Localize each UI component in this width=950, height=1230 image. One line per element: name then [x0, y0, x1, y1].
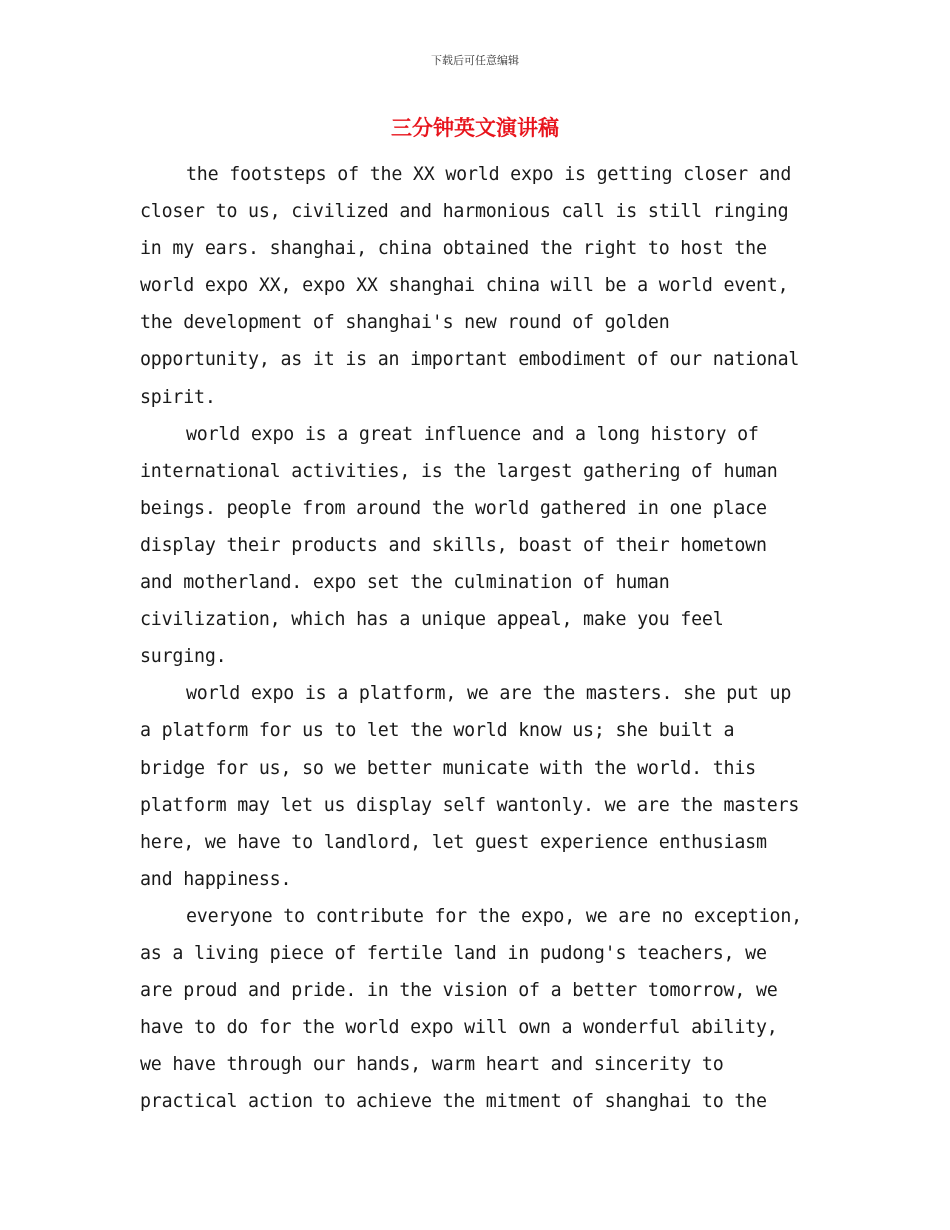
paragraph-3: world expo is a platform, we are the masters. she put up a platform for us to let the world know us; she built a bridge for us, so we better municate with the world. this platform may let us display self wantonly. we are the masters here, we have to landlord, let guest experience enthusiasm and happiness. — [140, 683, 800, 890]
document-title: 三分钟英文演讲稿 — [391, 116, 559, 140]
document-body — [140, 156, 808, 1120]
paragraph-1: the footsteps of the XX world expo is getting closer and closer to us, civilized and harmonious call is still ringing in my ears. shanghai, china obtained the right to host the world expo XX, expo XX shanghai china will be a world event, the development of shanghai's new round of golden opportunity, as it is an important embodiment of our national spirit. — [140, 164, 800, 408]
paragraph-4: everyone to contribute for the expo, we are no exception, as a living piece of fertile land in pudong's teachers, we are proud and pride. in the vision of a better tomorrow, we have to do for the world expo will own a wonderful ability, we have through our hands, warm heart and sincerity to practical action to achieve the mitment of shanghai to the — [140, 905, 802, 1113]
paragraph-2: world expo is a great influence and a long history of international activities, is the largest gathering of human beings. people from around the world gathered in one place display their products and skills, boast of their hometown and motherland. expo set the culmination of human civilization, which has a unique appeal, make you feel surging. — [140, 423, 778, 668]
header-note: 下载后可任意编辑 — [431, 54, 519, 67]
